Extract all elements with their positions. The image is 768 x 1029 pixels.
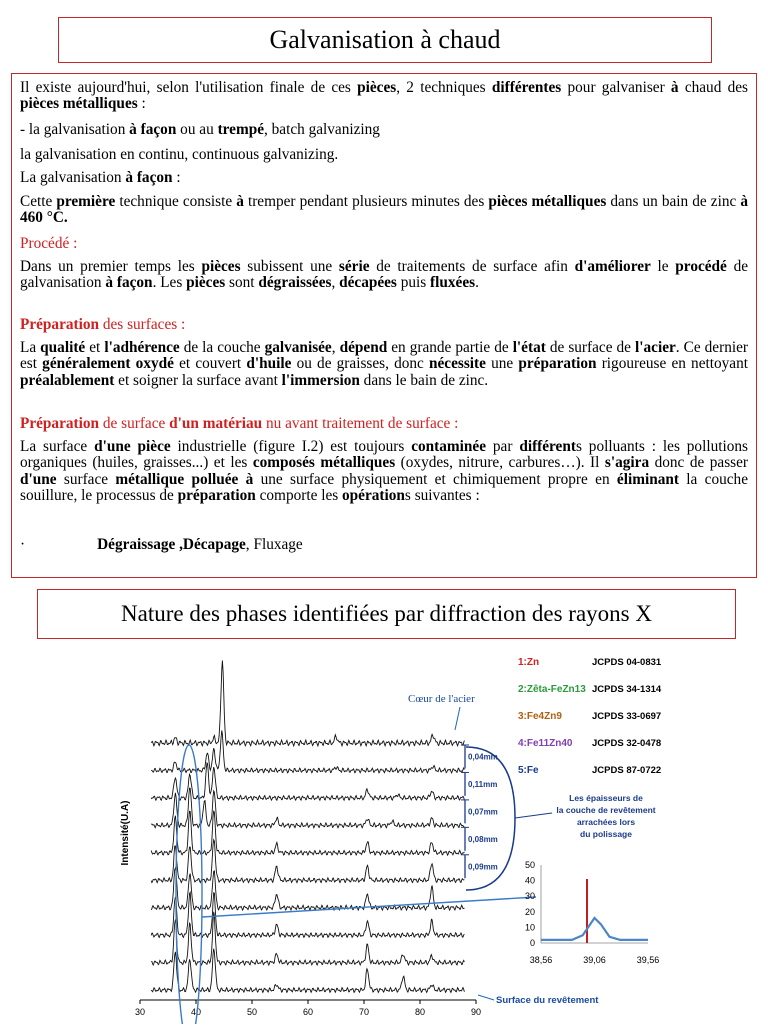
traces-group xyxy=(151,661,464,993)
text-span: d'huile xyxy=(246,355,292,373)
text-span: sont xyxy=(225,274,259,292)
text-span: : xyxy=(137,95,146,113)
heading-preparation xyxy=(20,317,748,333)
legend-entry-label: 3:Fe4Zn9 xyxy=(518,711,562,722)
text-span: Cette xyxy=(20,193,57,210)
x-tick-label: 50 xyxy=(246,1007,258,1017)
text-span: tremper pendant plusieurs minutes des xyxy=(243,193,489,210)
text-span: - la galvanisation xyxy=(20,121,130,138)
thickness-label: 0,07mm xyxy=(468,807,498,817)
text-span: préparation xyxy=(177,487,256,505)
text-span: à façon xyxy=(129,121,177,138)
diffraction-trace xyxy=(151,730,464,773)
text-span xyxy=(238,471,245,488)
text-span: série xyxy=(338,258,370,275)
text-span: La galvanisation xyxy=(20,169,126,186)
text-panel xyxy=(11,73,757,578)
text-span: pièces xyxy=(201,258,241,275)
para-facon-heading xyxy=(20,170,748,186)
text-span: , Fluxage xyxy=(245,536,303,553)
para-batch xyxy=(20,122,748,138)
text-span: puis xyxy=(396,274,431,292)
inset-x-tick-label: 38,56 xyxy=(529,955,553,965)
inset-y-tick-label: 10 xyxy=(524,922,535,933)
text-span: , xyxy=(331,339,340,356)
text-span: pièces xyxy=(357,79,397,96)
diffraction-trace xyxy=(151,840,464,883)
thickness-note-line: arrachées lors xyxy=(576,817,636,827)
inset-y-tick-label: 0 xyxy=(529,938,535,948)
text-span: le xyxy=(650,258,676,275)
text-span: à façon xyxy=(125,169,173,186)
xrd-chart xyxy=(0,645,768,1024)
text-span: de traitements de surface afin xyxy=(369,258,575,275)
legend-entry-label: 2:Zêta-FeZn13 xyxy=(518,684,586,695)
text-span: s suivantes : xyxy=(404,487,480,505)
para-contamination xyxy=(20,439,748,505)
heading-preparation-nu xyxy=(20,416,748,432)
text-span: , xyxy=(331,274,340,292)
text-span: fluxées xyxy=(430,274,476,292)
text-span: La surface xyxy=(20,438,95,455)
text-span: ou au xyxy=(176,121,218,138)
text-span: Préparation xyxy=(20,415,100,432)
text-span: La xyxy=(20,339,41,356)
x-tick-label: 60 xyxy=(302,1007,314,1017)
thickness-label: 0,09mm xyxy=(468,862,498,872)
text-span: technique consiste xyxy=(115,193,237,210)
text-span: qualité xyxy=(40,339,86,356)
text-span: pièces xyxy=(186,274,226,292)
diffraction-trace xyxy=(151,949,464,993)
text-span: opération xyxy=(342,487,405,505)
inset-measured-curve xyxy=(541,918,648,940)
text-span: décapées xyxy=(339,274,397,292)
inset-y-tick-label: 20 xyxy=(524,906,535,917)
legend-entry-ref: JCPDS 04-0831 xyxy=(592,657,662,668)
heading-procede: Procédé : xyxy=(20,235,78,252)
text-span: d'une xyxy=(20,470,57,488)
text-span: éliminant xyxy=(616,470,679,488)
diffraction-trace xyxy=(151,811,464,856)
text-span: 460 °C. xyxy=(20,209,68,227)
text-span: Il existe aujourd'hui, selon l'utilisation finale de ces xyxy=(20,79,358,96)
x-tick-label: 30 xyxy=(134,1007,146,1017)
section-title: Nature des phases identifiées par diffraction des rayons X xyxy=(37,589,736,639)
text-span: d'un matériau xyxy=(169,415,263,432)
coating-surface-label: Surface du revêtement xyxy=(496,995,599,1006)
text-span: . xyxy=(475,274,479,292)
text-span: industrielle (figure I.2) est toujours xyxy=(170,438,412,455)
text-span: à xyxy=(740,193,748,210)
inset-chart xyxy=(525,860,659,965)
text-span: à xyxy=(236,193,244,210)
diffraction-trace xyxy=(151,892,464,937)
text-span: pièces métalliques xyxy=(20,95,138,113)
text-span: composés métalliques xyxy=(252,454,396,472)
xrd-chart-svg xyxy=(0,645,768,1024)
text-span: rigoureuse en nettoyant xyxy=(596,355,748,373)
text-span: . Ce dernier est xyxy=(20,339,748,373)
inset-x-tick-label: 39,56 xyxy=(636,955,660,965)
thickness-brace-pointer xyxy=(515,813,552,818)
text-span: d'améliorer xyxy=(574,258,651,275)
text-span: métallique polluée xyxy=(115,470,239,488)
legend-entry-label: 5:Fe xyxy=(518,765,539,776)
text-span: l'adhérence xyxy=(104,339,180,356)
legend xyxy=(518,657,662,776)
text-span: la couche souillure, le processus de xyxy=(20,470,748,505)
text-span: préparation xyxy=(518,355,597,373)
text-span: pièces métalliques xyxy=(488,193,607,210)
text-span: généralement oxydé xyxy=(42,355,174,373)
text-span: trempé xyxy=(217,121,264,138)
inset-y-tick-label: 50 xyxy=(524,860,535,870)
x-axis xyxy=(135,1000,481,1017)
text-span: à xyxy=(670,79,679,96)
text-span: nu avant traitement de surface : xyxy=(262,415,459,432)
thickness-label: 0,11mm xyxy=(468,780,498,790)
text-span: procédé xyxy=(675,258,727,275)
para-steps xyxy=(20,537,748,553)
text-span: dans le bain de zinc. xyxy=(359,371,489,389)
text-span: l'acier xyxy=(635,339,676,356)
text-span: première xyxy=(56,193,116,210)
x-tick-label: 70 xyxy=(358,1007,370,1017)
text-span: s'agira xyxy=(604,454,650,472)
text-span: en grande partie de xyxy=(387,339,513,356)
thickness-note-line: du polissage xyxy=(580,829,632,839)
text-span: l'état xyxy=(512,339,546,356)
text-span: comporte les xyxy=(255,487,343,505)
text-span: de la couche xyxy=(179,339,265,356)
text-span: de surface xyxy=(99,415,170,432)
text-span: d'une pièce xyxy=(94,438,171,455)
thickness-label: 0,04mm xyxy=(468,752,498,762)
text-span: différentes xyxy=(491,79,562,96)
para-continuous: la galvanisation en continu, continuous galvanizing. xyxy=(20,146,339,163)
text-span: des surfaces : xyxy=(99,316,186,333)
text-span: par xyxy=(486,438,520,455)
legend-entry-ref: JCPDS 32-0478 xyxy=(592,738,662,749)
y-axis-label: Intensité(U.A) xyxy=(120,800,131,866)
text-span: donc de passer xyxy=(649,454,749,472)
text-span: surface xyxy=(56,470,116,488)
x-tick-label: 80 xyxy=(414,1007,426,1017)
text-span: Préparation xyxy=(20,316,100,333)
legend-entry-ref: JCPDS 87-0722 xyxy=(592,765,662,776)
steel-core-label: Cœur de l'acier xyxy=(408,693,475,705)
text-span: dépend xyxy=(339,339,388,356)
text-span: , 2 techniques xyxy=(396,79,492,96)
diffraction-trace xyxy=(151,912,464,965)
text-span: à xyxy=(245,470,254,488)
text-span: dégraissées xyxy=(258,274,332,292)
x-tick-label: 90 xyxy=(470,1007,482,1017)
para-intro xyxy=(20,80,748,113)
thickness-labels xyxy=(461,745,498,878)
text-span: l'immersion xyxy=(281,371,360,389)
text-span: Dégraissage ,Décapage xyxy=(97,536,246,553)
inset-y-tick-label: 40 xyxy=(524,875,535,886)
legend-entry-ref: JCPDS 34-1314 xyxy=(592,684,662,695)
steel-core-arrow xyxy=(455,707,460,730)
text-span: s polluants : les pollutions organiques (huiles, graisses...) et les xyxy=(20,438,748,472)
text-span: différent xyxy=(519,438,576,455)
x-tick-label: 40 xyxy=(190,1007,202,1017)
text-span: nécessite xyxy=(429,355,486,373)
text-span: : xyxy=(172,169,181,186)
para-preparation xyxy=(20,340,748,389)
text-span: à façon xyxy=(105,274,153,292)
legend-entry-ref: JCPDS 33-0697 xyxy=(592,711,662,722)
bullet-glyph: · xyxy=(20,536,26,553)
text-span: et soigner la surface avant xyxy=(114,371,282,389)
text-span: Dans un premier temps les xyxy=(20,258,202,275)
text-span: contaminée xyxy=(411,438,486,455)
thickness-note-line: la couche de revêtement xyxy=(556,805,656,815)
text-span: . Les xyxy=(152,274,187,292)
text-span: pour galvaniser xyxy=(561,79,671,96)
inset-x-tick-label: 39,06 xyxy=(583,955,606,965)
text-span: subissent une xyxy=(240,258,339,275)
text-span: , batch galvanizing xyxy=(264,121,380,138)
text-span: dans un bain de zinc xyxy=(606,193,741,210)
text-span: (oxydes, nitrure, carbures…). Il xyxy=(395,454,605,472)
text-span: galvanisée xyxy=(264,339,332,356)
thickness-note-line: Les épaisseurs de xyxy=(569,793,643,803)
para-procede xyxy=(20,259,748,292)
coating-surface-arrow xyxy=(478,995,494,1000)
legend-entry-label: 4:Fe11Zn40 xyxy=(518,738,573,749)
thickness-label: 0,08mm xyxy=(468,835,498,845)
text-span: de surface de xyxy=(545,339,635,356)
text-span: et couvert xyxy=(173,355,247,373)
text-span: et xyxy=(85,339,105,356)
page-title: Galvanisation à chaud xyxy=(58,17,712,63)
text-span: une surface physiquement et chimiquement propre en xyxy=(253,470,617,488)
text-span: préalablement xyxy=(20,371,115,389)
text-span: une xyxy=(485,355,519,373)
para-first-technique xyxy=(20,194,748,227)
inset-y-tick-label: 30 xyxy=(524,891,535,902)
text-span: de galvanisation xyxy=(20,258,749,292)
text-span: ou de graisses, donc xyxy=(291,355,429,373)
text-span: chaud des xyxy=(678,79,748,96)
legend-entry-label: 1:Zn xyxy=(518,657,540,668)
